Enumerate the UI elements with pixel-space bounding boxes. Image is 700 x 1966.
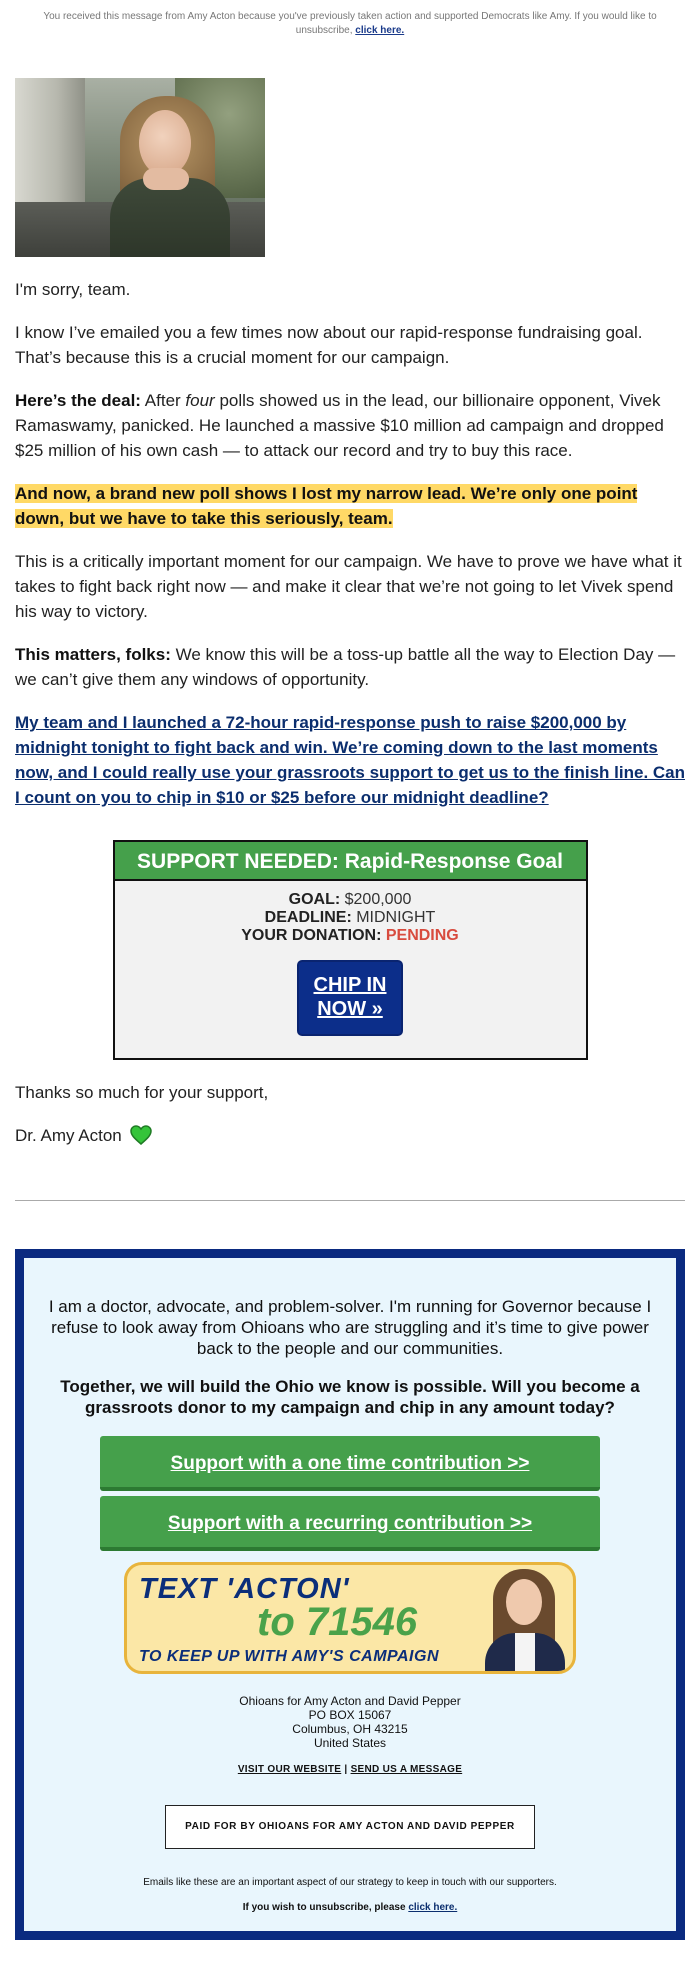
signature <box>15 1123 685 1148</box>
deadline-label: DEADLINE: <box>264 909 352 926</box>
highlighted-paragraph <box>15 481 685 531</box>
preheader <box>0 0 700 78</box>
paragraph-2-text-a: After <box>144 391 181 410</box>
chip-in-line-2: NOW » <box>317 998 383 1020</box>
donation-ask-paragraph <box>15 710 685 810</box>
address-line: Ohioans for Amy Acton and David Pepper <box>239 1694 461 1708</box>
deadline-row <box>115 909 586 927</box>
paragraph-1: I know I’ve emailed you a few times now about our rapid-response fundraising goal. That’s because this is a crucial moment for our campaign. <box>15 323 643 367</box>
paragraph-5-text: We know this will be a toss-up battle all the way to Election Day — we can’t give them any windows of opportunity. <box>15 645 676 689</box>
goal-label: GOAL: <box>288 891 341 908</box>
paragraph-5-label: This matters, folks: <box>15 645 171 664</box>
visit-website-link[interactable]: VISIT OUR WEBSITE <box>237 1764 342 1775</box>
donation-row <box>115 927 586 945</box>
divider <box>15 1200 685 1201</box>
paragraph-2-text-b: polls showed us in the lead, our billionaire opponent, Vivek Ramaswamy, panicked. He launched a massive $10 million ad campaign and dropped $25 million of his own cash — to attack our record and try to buy this race. <box>15 391 664 460</box>
banner-text-tagline: TO KEEP UP WITH AMY'S CAMPAIGN <box>139 1648 439 1665</box>
text-signup-banner[interactable] <box>124 1562 576 1674</box>
address-line: United States <box>313 1736 387 1750</box>
link-separator: | <box>344 1764 348 1775</box>
preheader-text: You received this message from Amy Acton because you've previously taken action and supported Democrats like Amy. If you would like to unsubscribe, <box>43 11 657 36</box>
preheader-unsubscribe-link[interactable]: click here. <box>355 25 405 36</box>
goal-row <box>115 891 586 909</box>
green-heart-icon <box>130 1125 152 1145</box>
thanks-line: Thanks so much for your support, <box>15 1083 269 1102</box>
paragraph-2-emphasis: four <box>185 391 215 410</box>
donation-status: PENDING <box>385 927 459 944</box>
greeting: I'm sorry, team. <box>15 280 131 299</box>
goal-header: SUPPORT NEEDED: Rapid-Response Goal <box>115 842 586 881</box>
deadline-value: MIDNIGHT <box>356 909 436 926</box>
footer-box <box>15 1249 685 1940</box>
goal-value: $200,000 <box>344 891 412 908</box>
donation-label: YOUR DONATION: <box>241 927 382 944</box>
goal-box <box>113 840 588 1060</box>
footer-unsubscribe-link[interactable]: click here. <box>408 1902 458 1913</box>
footer-ask: Together, we will build the Ohio we know is possible. Will you become a grassroots donor to my campaign and chip in any amount today? <box>60 1377 640 1417</box>
candidate-photo <box>15 78 265 257</box>
send-message-link[interactable]: SEND US A MESSAGE <box>350 1764 463 1775</box>
chip-in-line-1: CHIP IN <box>313 974 387 996</box>
banner-portrait <box>485 1569 565 1674</box>
paid-for-disclaimer: PAID FOR BY OHIOANS FOR AMY ACTON AND DAVID PEPPER <box>165 1805 535 1849</box>
footer-intro: I am a doctor, advocate, and problem-solver. I'm running for Governor because I refuse to look away from Ohioans who are struggling and it’s time to give power back to the people and our communities. <box>48 1297 652 1358</box>
footer-note: Emails like these are an important aspect of our strategy to keep in touch with our supporters. <box>143 1877 557 1888</box>
paragraph-4: This is a critically important moment for our campaign. We have to prove we have what it takes to fight back right now — and make it clear that we’re not going to let Vivek spend his way to victory. <box>15 552 682 621</box>
donation-ask-link[interactable]: My team and I launched a 72-hour rapid-response push to raise $200,000 by midnight tonight to fight back and win. We’re coming down to the last moments now, and I could really use your grassroots support to get us to the finish line. Can I count on you to chip in $10 or $25 before our midnight deadline? <box>15 713 686 807</box>
recurring-contribution-button[interactable]: Support with a recurring contribution >> <box>100 1496 600 1551</box>
footer-links <box>39 1764 661 1775</box>
one-time-contribution-button[interactable]: Support with a one time contribution >> <box>100 1436 600 1491</box>
email-body <box>0 78 700 1148</box>
footer-unsubscribe <box>39 1902 661 1913</box>
unsubscribe-text: If you wish to unsubscribe, please <box>242 1902 406 1913</box>
paragraph-5 <box>15 642 685 692</box>
address-line: PO BOX 15067 <box>308 1708 392 1722</box>
banner-text-keyword: TEXT 'ACTON' <box>139 1573 350 1605</box>
highlighted-text: And now, a brand new poll shows I lost my narrow lead. We’re only one point down, but we have to take this seriously, team. <box>15 484 638 528</box>
paragraph-2 <box>15 388 685 463</box>
paragraph-2-label: Here’s the deal: <box>15 391 141 410</box>
signature-name: Dr. Amy Acton <box>15 1126 122 1145</box>
mailing-address <box>39 1694 661 1750</box>
goal-details <box>115 881 586 1058</box>
chip-in-button[interactable] <box>299 962 401 1034</box>
banner-text-number: to 71546 <box>257 1600 418 1644</box>
address-line: Columbus, OH 43215 <box>292 1722 408 1736</box>
